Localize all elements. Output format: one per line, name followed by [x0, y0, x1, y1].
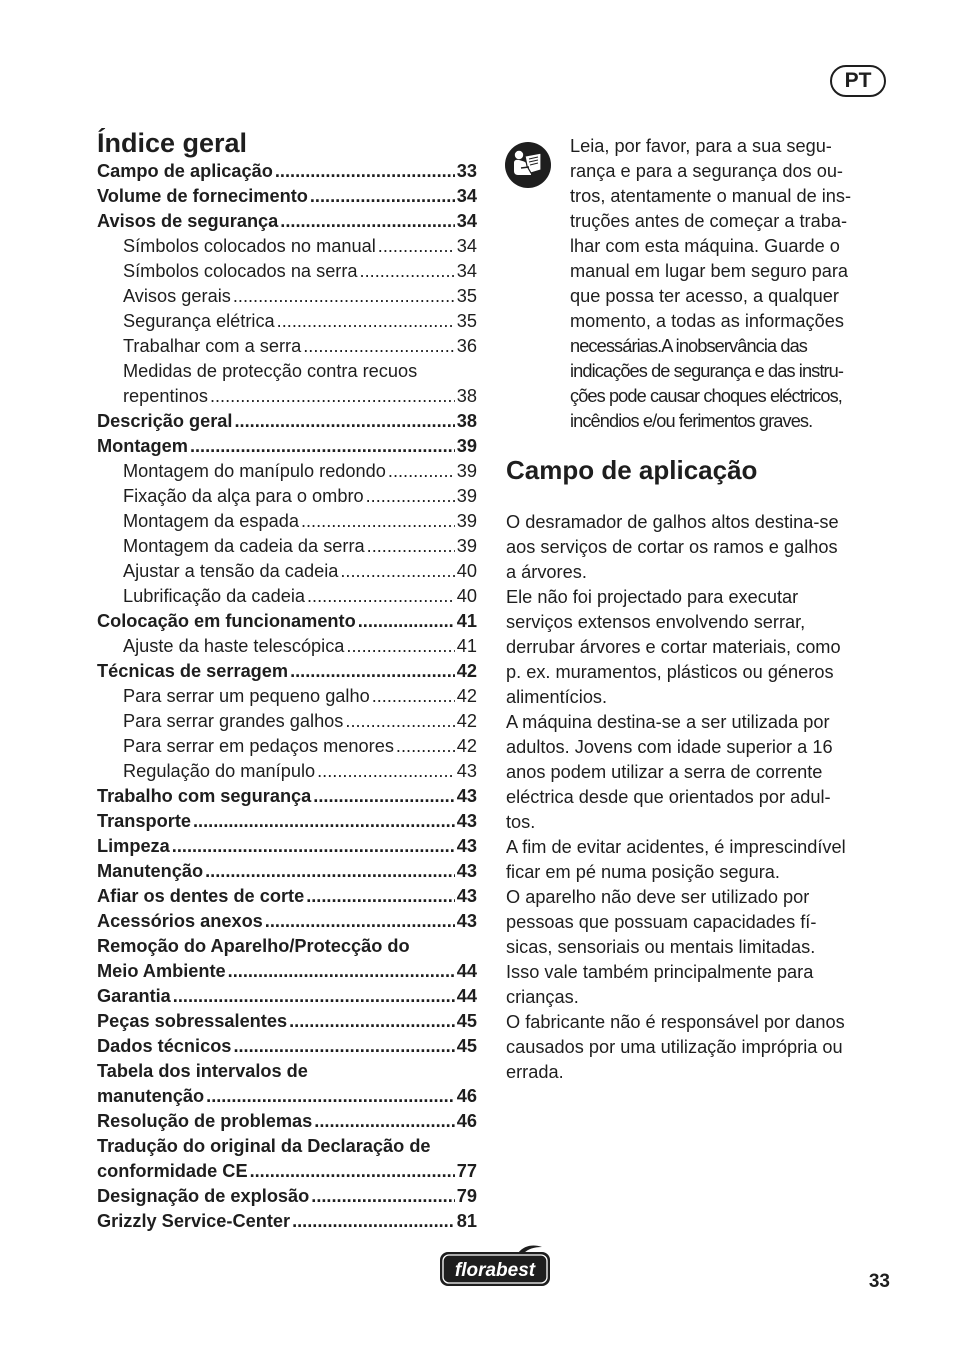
- toc-entry: [97, 609, 477, 634]
- safety-notice-line: momento, a todas as informações: [570, 311, 844, 331]
- toc-entry-label: Medidas de protecção contra recuos: [123, 361, 418, 381]
- toc-leader-dots: [206, 1084, 455, 1109]
- safety-notice: [570, 134, 890, 434]
- body-text-line: O desramador de galhos altos destina-se: [506, 512, 839, 532]
- toc-entry-page: 39: [456, 511, 477, 531]
- toc-entry: [97, 909, 477, 934]
- toc-leader-dots: [173, 984, 455, 1009]
- toc-entry: [97, 684, 477, 709]
- toc-entry-label: Técnicas de serragem: [97, 661, 289, 681]
- toc-leader-dots: [345, 709, 454, 734]
- toc-leader-dots: [366, 484, 455, 509]
- safety-notice-line: necessárias.A inobservância das: [570, 336, 807, 356]
- toc-entry: [97, 1209, 477, 1234]
- body-text-line: crianças.: [506, 987, 579, 1007]
- toc-entry-page: 42: [456, 711, 477, 731]
- toc-entry-label: repentinos: [123, 386, 208, 406]
- toc-entry: [97, 534, 477, 559]
- toc-entry: [97, 1159, 477, 1184]
- toc-entry: [97, 434, 477, 459]
- toc-leader-dots: [234, 409, 454, 434]
- toc-entry-label: Montagem da espada: [123, 511, 299, 531]
- toc-entry-label: Volume de fornecimento: [97, 186, 308, 206]
- body-text-line: derrubar árvores e cortar materiais, como: [506, 637, 841, 657]
- toc-entry-page: 41: [456, 636, 477, 656]
- toc-entry-page: 42: [456, 686, 477, 706]
- toc-entry-label: Fixação da alça para o ombro: [123, 486, 364, 506]
- toc-entry: [97, 709, 477, 734]
- toc-entry-label: Para serrar em pedaços menores: [123, 736, 394, 756]
- toc-entry: [97, 559, 477, 584]
- toc-entry-label: Campo de aplicação: [97, 161, 273, 181]
- toc-entry-page: 41: [456, 611, 477, 631]
- toc-entry: [97, 159, 477, 184]
- body-text-line: eléctrica desde que orientados por adul-: [506, 787, 831, 807]
- toc-entry-label: Transporte: [97, 811, 191, 831]
- toc-entry-page: 39: [456, 486, 477, 506]
- toc-leader-dots: [292, 1209, 455, 1234]
- toc-leader-dots: [289, 1009, 455, 1034]
- toc-entry-label: Avisos de segurança: [97, 211, 279, 231]
- toc-leader-dots: [250, 1159, 455, 1184]
- toc-leader-dots: [307, 584, 455, 609]
- toc-entry-label: Resolução de problemas: [97, 1111, 313, 1131]
- safety-notice-line: tros, atentamente o manual de ins-: [570, 186, 852, 206]
- section-body: [506, 510, 896, 1085]
- florabest-logo: [438, 1244, 552, 1290]
- toc-entry-page: 79: [456, 1186, 477, 1206]
- body-text-line: O fabricante não é responsável por danos: [506, 1012, 845, 1032]
- page-number: 33: [868, 1271, 890, 1292]
- toc-leader-dots: [317, 759, 455, 784]
- toc-entry-label: Colocação em funcionamento: [97, 611, 356, 631]
- toc-entry-page: 34: [456, 186, 477, 206]
- toc-entry-label: Para serrar um pequeno galho: [123, 686, 370, 706]
- safety-notice-line: que possa ter acesso, a qualquer: [570, 286, 839, 306]
- toc-entry-page: 43: [456, 836, 477, 856]
- toc-leader-dots: [346, 634, 454, 659]
- toc-leader-dots: [172, 834, 455, 859]
- toc-entry-page: 40: [456, 561, 477, 581]
- toc-entry-label: Regulação do manípulo: [123, 761, 316, 781]
- toc-entry-page: 34: [456, 211, 477, 231]
- toc-entry-page: 34: [456, 236, 477, 256]
- toc-entry-page: 43: [456, 811, 477, 831]
- body-text-line: tos.: [506, 812, 536, 832]
- toc-entry-label: Manutenção: [97, 861, 204, 881]
- toc-leader-dots: [314, 1109, 454, 1134]
- toc-entry-page: 35: [456, 311, 477, 331]
- toc-leader-dots: [228, 959, 455, 984]
- toc-entry: [97, 809, 477, 834]
- toc-entry-label: Afiar os dentes de corte: [97, 886, 305, 906]
- toc-entry: [97, 384, 477, 409]
- toc-leader-dots: [233, 284, 455, 309]
- toc-entry-label: Trabalho com segurança: [97, 786, 312, 806]
- toc-entry: [97, 459, 477, 484]
- safety-notice-line: indicações de segurança e das instru-: [570, 361, 844, 381]
- toc-entry: [97, 884, 477, 909]
- body-text-line: A fim de evitar acidentes, é imprescindível: [506, 837, 846, 857]
- toc-leader-dots: [190, 434, 455, 459]
- toc-entry-label: Dados técnicos: [97, 1036, 232, 1056]
- toc-entry: [97, 734, 477, 759]
- toc-entry: [97, 1109, 477, 1134]
- toc-entry-label: Montagem: [97, 436, 188, 456]
- toc-leader-dots: [360, 259, 455, 284]
- toc-entry-label: Segurança elétrica: [123, 311, 275, 331]
- toc-entry-label: Para serrar grandes galhos: [123, 711, 344, 731]
- section-title: Campo de aplicação: [506, 455, 758, 485]
- toc-entry-page: 44: [456, 986, 477, 1006]
- safety-notice-line: ções pode causar choques eléctricos,: [570, 386, 842, 406]
- toc-entry: [97, 209, 477, 234]
- toc-entry-label: Montagem da cadeia da serra: [123, 536, 365, 556]
- read-manual-icon: [505, 142, 551, 188]
- body-text-line: ficar em pé numa posição segura.: [506, 862, 780, 882]
- toc-leader-dots: [277, 309, 455, 334]
- body-text-line: Isso vale também principalmente para: [506, 962, 814, 982]
- toc-entry-label: Ajuste da haste telescópica: [123, 636, 345, 656]
- safety-notice-line: incêndios e/ou ferimentos graves.: [570, 411, 813, 431]
- toc-leader-dots: [313, 784, 454, 809]
- toc-entry-label: Símbolos colocados na serra: [123, 261, 358, 281]
- toc-leader-dots: [290, 659, 455, 684]
- toc-entry-label: Avisos gerais: [123, 286, 231, 306]
- body-text-line: p. ex. muramentos, plásticos ou géneros: [506, 662, 834, 682]
- toc-entry-label: Designação de explosão: [97, 1186, 310, 1206]
- toc-entry: [97, 834, 477, 859]
- toc-entry-page: 46: [456, 1111, 477, 1131]
- toc-entry: [97, 859, 477, 884]
- toc-entry-label: conformidade CE: [97, 1161, 248, 1181]
- body-text-line: A máquina destina-se a ser utilizada por: [506, 712, 830, 732]
- toc-entry-label: Símbolos colocados no manual: [123, 236, 376, 256]
- toc-entry: [97, 1034, 477, 1059]
- toc-entry-label: Acessórios anexos: [97, 911, 263, 931]
- toc-entry: [97, 1084, 477, 1109]
- body-text-line: adultos. Jovens com idade superior a 16: [506, 737, 833, 757]
- toc-entry-page: 77: [456, 1161, 477, 1181]
- toc-entry-page: 39: [456, 536, 477, 556]
- toc-entry-page: 43: [456, 861, 477, 881]
- toc-entry: [97, 1009, 477, 1034]
- toc-entry: [97, 284, 477, 309]
- toc-entry-label: Descrição geral: [97, 411, 233, 431]
- toc-entry: [97, 484, 477, 509]
- toc-entry-label: Garantia: [97, 986, 171, 1006]
- body-text-line: pessoas que possuam capacidades fí-: [506, 912, 817, 932]
- toc-entry-page: 42: [456, 661, 477, 681]
- toc-entry-label: Grizzly Service-Center: [97, 1211, 291, 1231]
- toc-entry-label: Limpeza: [97, 836, 170, 856]
- body-text-line: Ele não foi projectado para executar: [506, 587, 799, 607]
- toc-leader-dots: [306, 884, 455, 909]
- toc-title: Índice geral: [97, 128, 248, 158]
- toc-entry-label: Lubrificação da cadeia: [123, 586, 305, 606]
- safety-notice-line: truções antes de começar a traba-: [570, 211, 847, 231]
- toc-entry-page: 44: [456, 961, 477, 981]
- toc-entry: [97, 409, 477, 434]
- toc-entry-label: Trabalhar com a serra: [123, 336, 302, 356]
- toc-entry-label: Montagem do manípulo redondo: [123, 461, 386, 481]
- language-badge: PT: [830, 65, 886, 97]
- toc-leader-dots: [340, 559, 454, 584]
- toc-leader-dots: [388, 459, 455, 484]
- toc-leader-dots: [367, 534, 455, 559]
- toc-leader-dots: [303, 334, 455, 359]
- toc-entry-page: 38: [456, 386, 477, 406]
- toc-entry-page: 33: [456, 161, 477, 181]
- toc-entry-page: 39: [456, 436, 477, 456]
- safety-notice-line: Leia, por favor, para a sua segu-: [570, 136, 832, 156]
- toc-entry-label: Ajustar a tensão da cadeia: [123, 561, 339, 581]
- toc-entry-label: Remoção do Aparelho/Protecção do: [97, 936, 410, 956]
- toc-entry: [97, 659, 477, 684]
- toc-entry-page: 43: [456, 886, 477, 906]
- toc-entry: [97, 759, 477, 784]
- toc-entry-page: 39: [456, 461, 477, 481]
- toc-entry-page: 38: [456, 411, 477, 431]
- body-text-line: O aparelho não deve ser utilizado por: [506, 887, 810, 907]
- toc-leader-dots: [358, 609, 455, 634]
- safety-notice-line: manual em lugar bem seguro para: [570, 261, 849, 281]
- toc-leader-dots: [275, 159, 455, 184]
- body-text-line: errada.: [506, 1062, 564, 1082]
- body-text-line: causados por uma utilização imprópria ou: [506, 1037, 843, 1057]
- safety-notice-line: lhar com esta máquina. Guarde o: [570, 236, 840, 256]
- toc-entry-page: 34: [456, 261, 477, 281]
- toc-entry-page: 43: [456, 786, 477, 806]
- toc-entry: [97, 584, 477, 609]
- toc-entry-label: manutenção: [97, 1086, 205, 1106]
- table-of-contents: [97, 159, 477, 1234]
- body-text-line: aos serviços de cortar os ramos e galhos: [506, 537, 838, 557]
- toc-leader-dots: [372, 684, 455, 709]
- toc-entry-page: 45: [456, 1036, 477, 1056]
- toc-entry: [97, 984, 477, 1009]
- toc-leader-dots: [311, 1184, 455, 1209]
- toc-leader-dots: [396, 734, 455, 759]
- toc-entry-page: 43: [456, 911, 477, 931]
- svg-text:florabest: florabest: [454, 1260, 536, 1281]
- body-text-line: a árvores.: [506, 562, 587, 582]
- toc-entry: [97, 784, 477, 809]
- toc-entry-page: 45: [456, 1011, 477, 1031]
- toc-entry: [97, 309, 477, 334]
- toc-entry: [97, 259, 477, 284]
- toc-entry-label: Meio Ambiente: [97, 961, 226, 981]
- safety-notice-line: rança e para a segurança dos ou-: [570, 161, 843, 181]
- toc-entry-page: 46: [456, 1086, 477, 1106]
- toc-leader-dots: [280, 209, 454, 234]
- toc-leader-dots: [301, 509, 455, 534]
- toc-entry-label: Tradução do original da Declaração de: [97, 1136, 431, 1156]
- toc-leader-dots: [378, 234, 455, 259]
- toc-leader-dots: [193, 809, 455, 834]
- toc-entry: [97, 1184, 477, 1209]
- toc-entry-page: 36: [456, 336, 477, 356]
- toc-entry: [97, 509, 477, 534]
- toc-entry-label: Peças sobressalentes: [97, 1011, 288, 1031]
- toc-leader-dots: [233, 1034, 454, 1059]
- body-text-line: anos podem utilizar a serra de corrente: [506, 762, 823, 782]
- body-text-line: alimentícios.: [506, 687, 608, 707]
- toc-entry: [97, 634, 477, 659]
- toc-entry-page: 35: [456, 286, 477, 306]
- toc-entry-page: 40: [456, 586, 477, 606]
- toc-entry-page: 43: [456, 761, 477, 781]
- toc-entry: [97, 334, 477, 359]
- toc-entry-page: 81: [456, 1211, 477, 1231]
- body-text-line: sicas, sensoriais ou mentais limitadas.: [506, 937, 816, 957]
- toc-entry: [97, 184, 477, 209]
- toc-entry-label: Tabela dos intervalos de: [97, 1061, 308, 1081]
- toc-entry: [97, 234, 477, 259]
- toc-leader-dots: [210, 384, 455, 409]
- toc-leader-dots: [310, 184, 455, 209]
- toc-entry: [97, 959, 477, 984]
- toc-entry-page: 42: [456, 736, 477, 756]
- toc-leader-dots: [205, 859, 455, 884]
- body-text-line: serviços extensos envolvendo serrar,: [506, 612, 806, 632]
- toc-leader-dots: [265, 909, 455, 934]
